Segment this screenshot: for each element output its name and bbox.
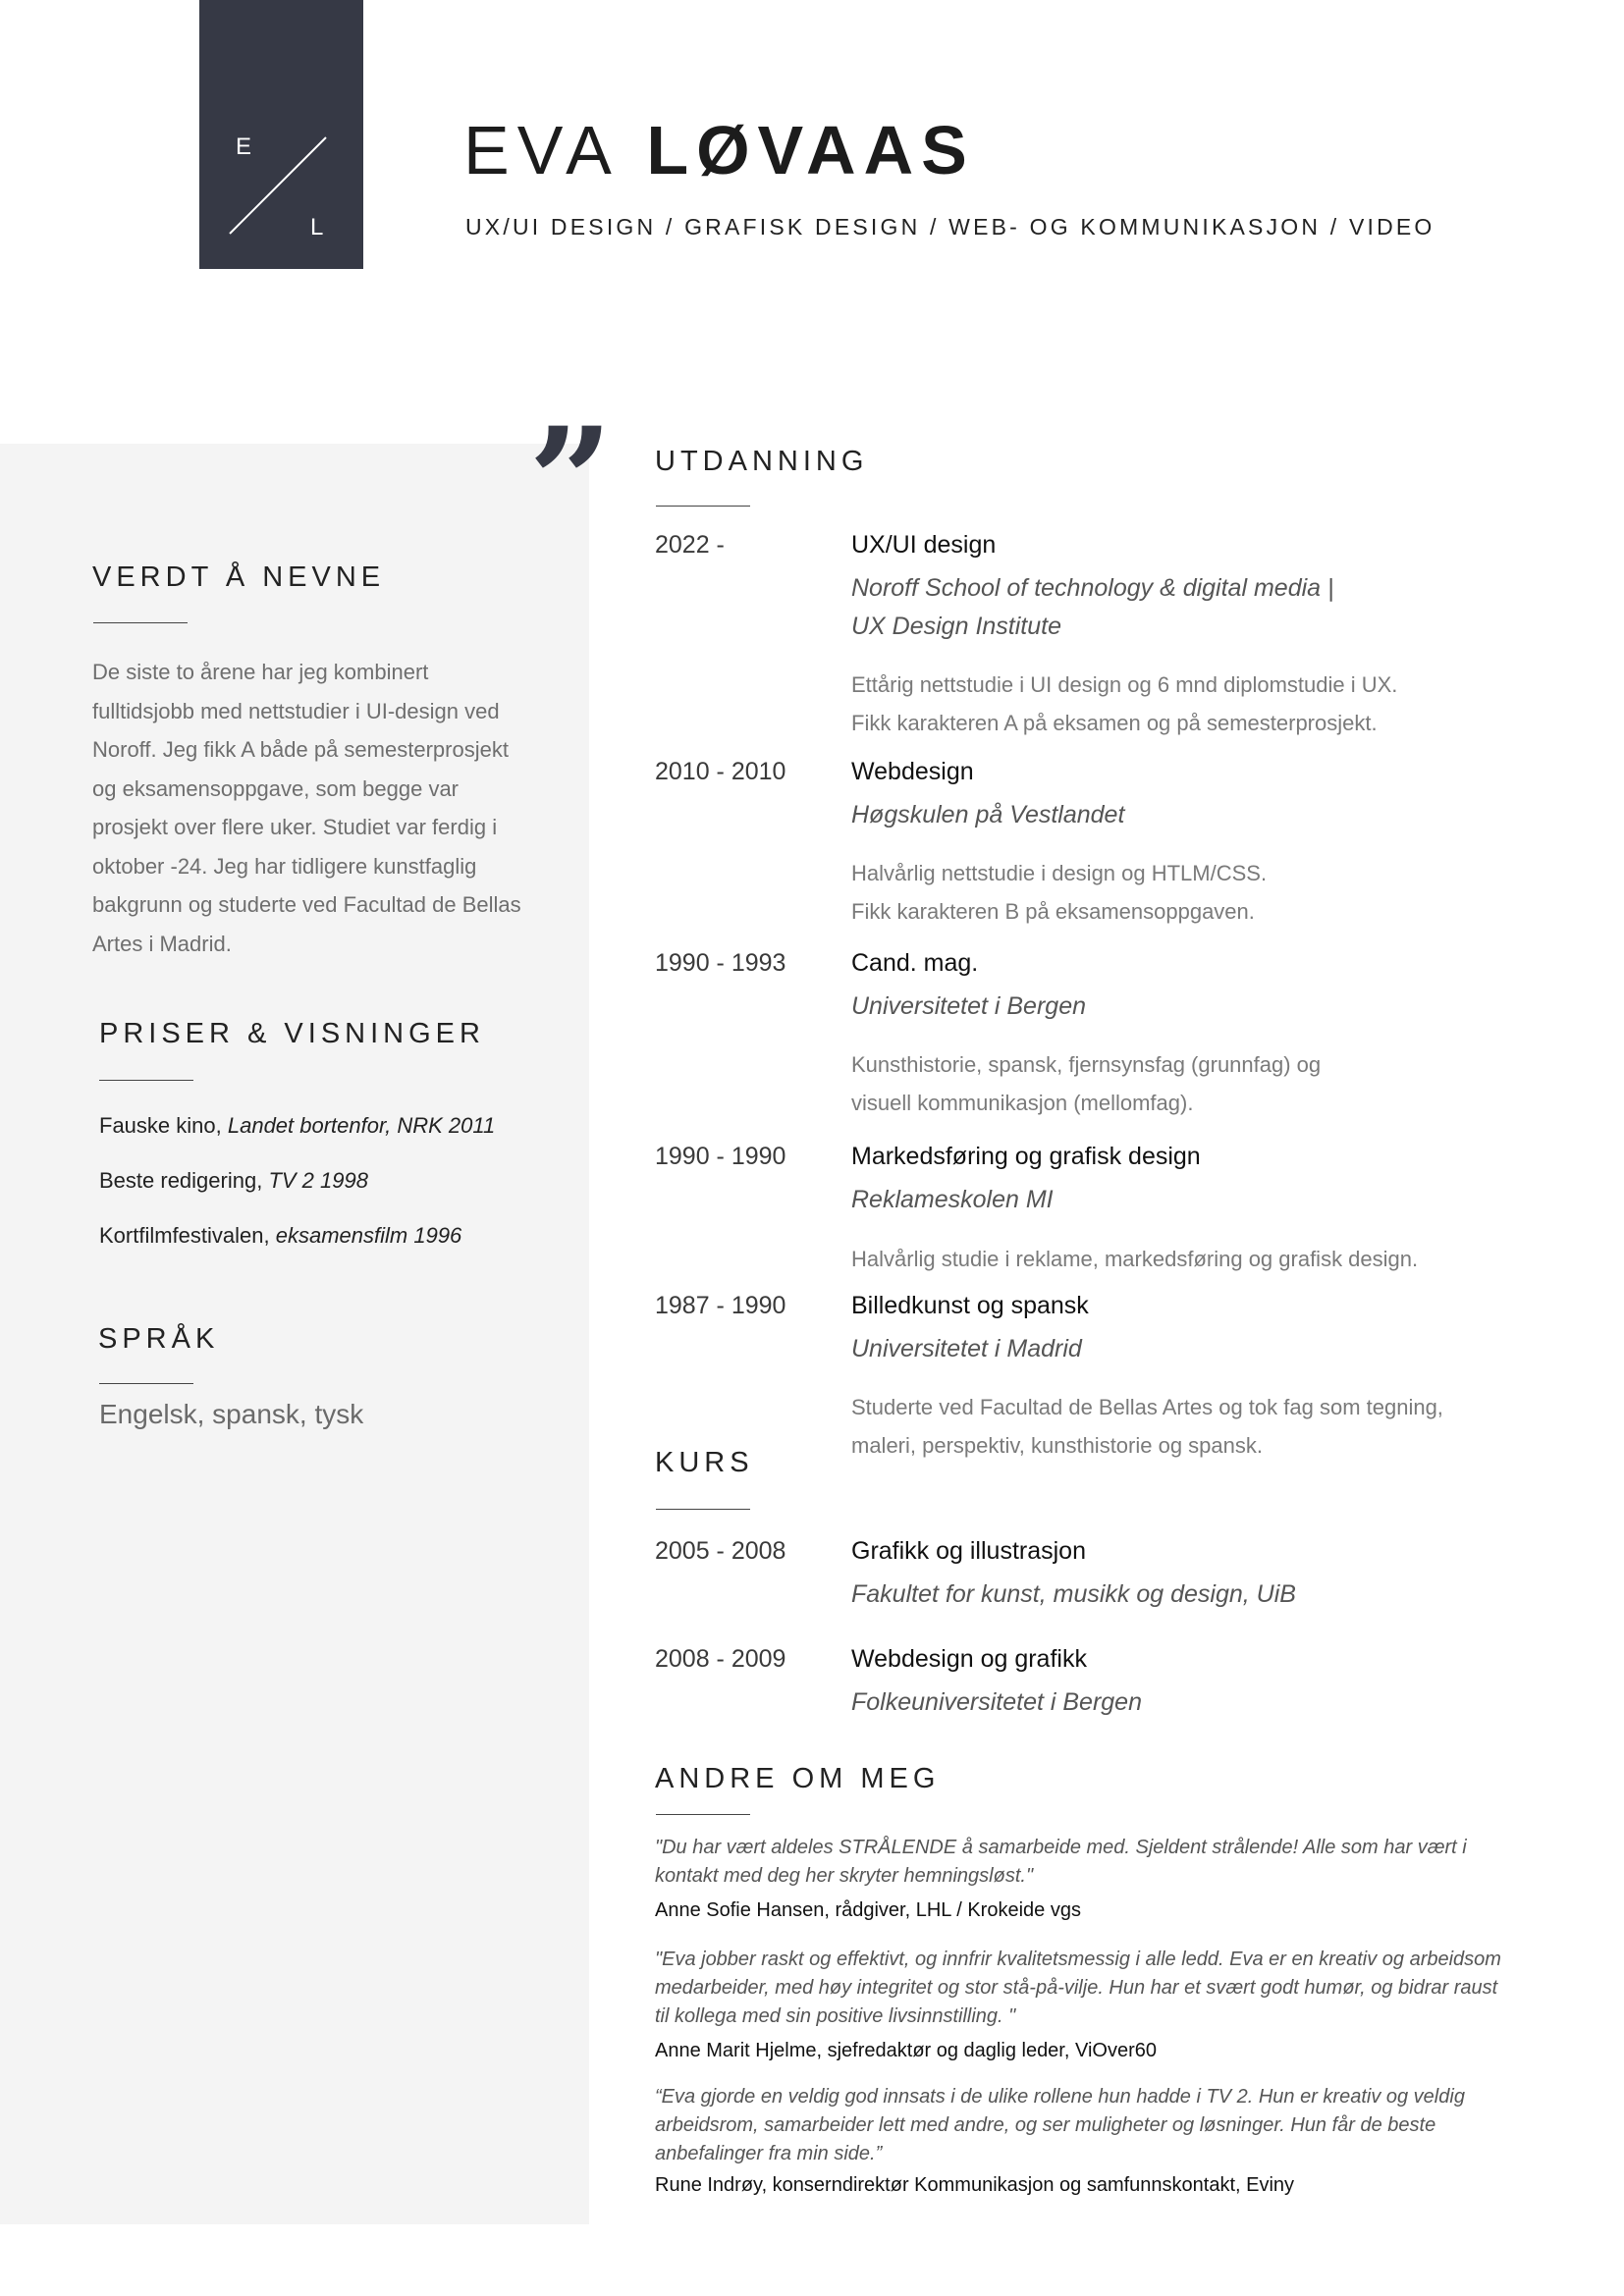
school-line: Høgskulen på Vestlandet (851, 801, 1125, 828)
text-line: bakgrunn og studerte ved Facultad de Bellas (92, 892, 521, 917)
desc-line: Halvårlig studie i reklame, markedsføring og grafisk design. (851, 1247, 1419, 1271)
desc-line: Studerte ved Facultad de Bellas Artes og tok fag som tegning, (851, 1395, 1443, 1419)
kurs-divider (656, 1509, 750, 1510)
person-name (463, 112, 975, 188)
professional-subtitle: UX/UI DESIGN / GRAFISK DESIGN / WEB- OG KOMMUNIKASJON / VIDEO (465, 214, 1435, 240)
education-description (851, 666, 1499, 742)
course-school: Folkeuniversitetet i Bergen (851, 1688, 1142, 1716)
education-description (851, 854, 1499, 931)
sprak-divider (99, 1383, 193, 1384)
education-year: 2022 - (655, 531, 725, 559)
education-school (851, 796, 1401, 834)
first-name: EVA (463, 112, 620, 188)
text-line: Noroff. Jeg fikk A både på semesterprosjekt (92, 737, 509, 762)
award-item (99, 1168, 368, 1194)
text-line: De siste to årene har jeg kombinert (92, 660, 429, 684)
award-name: Fauske kino, (99, 1113, 222, 1138)
quote-line: “Eva gjorde en veldig god innsats i de ulike rollene hun hadde i TV 2. Hun er kreativ og veldig (655, 2086, 1465, 2108)
education-year: 1987 - 1990 (655, 1292, 786, 1319)
quote-line: "Du har vært aldeles STRÅLENDE å samarbeide med. Sjeldent strålende! Alle som har vært i (655, 1837, 1467, 1858)
award-name: Kortfilmfestivalen, (99, 1223, 270, 1248)
quote-mark-icon: ” (528, 396, 614, 568)
award-detail: eksamensfilm 1996 (275, 1223, 462, 1248)
award-name: Beste redigering, (99, 1168, 263, 1193)
text-line: og eksamensoppgave, som begge var (92, 775, 460, 801)
text-line: fulltidsjobb med nettstudier i UI-design ved (92, 698, 500, 723)
course-year: 2005 - 2008 (655, 1537, 786, 1565)
education-school (851, 1181, 1401, 1219)
text-line: Artes i Madrid. (92, 931, 232, 956)
education-year: 1990 - 1993 (655, 949, 786, 977)
course-year: 2008 - 2009 (655, 1645, 786, 1673)
testimonial-author: Anne Marit Hjelme, sjefredaktør og daglig leder, ViOver60 (655, 2040, 1157, 2061)
desc-line: Kunsthistorie, spansk, fjernsynsfag (grunnfag) og (851, 1052, 1322, 1077)
education-year: 1990 - 1990 (655, 1143, 786, 1170)
education-school (851, 1330, 1401, 1368)
school-line: Universitetet i Bergen (851, 992, 1087, 1020)
award-detail: TV 2 1998 (268, 1168, 368, 1193)
award-item (99, 1223, 461, 1249)
education-school (851, 569, 1401, 646)
quote-line: arbeidsrom, samarbeider lett med andre, og ser muligheter og løsninger. Hun får de beste (655, 2114, 1436, 2136)
education-title: UX/UI design (851, 531, 997, 559)
sprak-heading: SPRÅK (98, 1323, 220, 1355)
priser-divider (99, 1080, 193, 1081)
desc-line: Fikk karakteren B på eksamensoppgaven. (851, 899, 1255, 924)
testimonial-quote (655, 1946, 1543, 2031)
quote-line: til kollega med sin positive livsinnstilling. " (655, 2005, 1016, 2027)
education-description (851, 1388, 1499, 1465)
desc-line: Ettårig nettstudie i UI design og 6 mnd diplomstudie i UX. (851, 672, 1398, 697)
education-school (851, 988, 1401, 1026)
course-title: Grafikk og illustrasjon (851, 1537, 1086, 1565)
education-title: Cand. mag. (851, 949, 979, 977)
education-description (851, 1240, 1499, 1278)
quote-line: medarbeider, med høy integritet og stor stå-på-vilje. Hun har et svært godt humør, og bidrar raust (655, 1977, 1498, 1999)
text-line: oktober -24. Jeg har tidligere kunstfaglig (92, 853, 477, 879)
monogram-last-initial: L (310, 214, 324, 240)
school-line: Noroff School of technology & digital media | (851, 574, 1334, 602)
education-year: 2010 - 2010 (655, 758, 786, 785)
verdt-divider (93, 622, 188, 623)
school-line: Reklameskolen MI (851, 1186, 1054, 1213)
priser-heading: PRISER & VISNINGER (99, 1018, 485, 1049)
education-title: Billedkunst og spansk (851, 1292, 1089, 1319)
text-line: prosjekt over flere uker. Studiet var ferdig i (92, 815, 498, 839)
award-detail: Landet bortenfor, NRK 2011 (227, 1113, 496, 1138)
course-school: Fakultet for kunst, musikk og design, UiB (851, 1580, 1296, 1608)
school-line: Universitetet i Madrid (851, 1335, 1082, 1362)
school-line: UX Design Institute (851, 613, 1061, 640)
andre-divider (656, 1814, 750, 1815)
quote-line: "Eva jobber raskt og effektivt, og innfrir kvalitetsmessig i alle ledd. Eva er en kreativ og arbeidsom (655, 1949, 1501, 1970)
kurs-heading: KURS (655, 1447, 754, 1478)
monogram-first-initial: E (236, 133, 253, 160)
quote-line: kontakt med deg her skryter hemningsløst." (655, 1865, 1034, 1887)
andre-heading: ANDRE OM MEG (655, 1763, 941, 1794)
utdanning-heading: UTDANNING (655, 446, 869, 477)
desc-line: visuell kommunikasjon (mellomfag). (851, 1091, 1194, 1115)
quote-line: anbefalinger fra min side.” (655, 2143, 883, 2164)
testimonial-quote (655, 1834, 1543, 1891)
education-title: Webdesign (851, 758, 974, 785)
course-title: Webdesign og grafikk (851, 1645, 1087, 1673)
monogram-slash (228, 135, 330, 238)
last-name: LØVAAS (646, 112, 975, 188)
utdanning-divider (656, 506, 750, 507)
award-item (99, 1113, 495, 1139)
testimonial-author: Anne Sofie Hansen, rådgiver, LHL / Krokeide vgs (655, 1899, 1081, 1921)
testimonial-author: Rune Indrøy, konserndirektør Kommunikasjon og samfunnskontakt, Eviny (655, 2174, 1295, 2196)
verdt-heading: VERDT Å NEVNE (92, 561, 386, 593)
education-title: Markedsføring og grafisk design (851, 1143, 1201, 1170)
education-description (851, 1045, 1499, 1122)
desc-line: Fikk karakteren A på eksamen og på semesterprosjekt. (851, 711, 1378, 735)
desc-line: Halvårlig nettstudie i design og HTLM/CSS. (851, 861, 1268, 885)
verdt-text (92, 653, 564, 963)
desc-line: maleri, perspektiv, kunsthistorie og spansk. (851, 1433, 1263, 1458)
languages-text: Engelsk, spansk, tysk (99, 1399, 364, 1429)
testimonial-quote (655, 2083, 1543, 2168)
